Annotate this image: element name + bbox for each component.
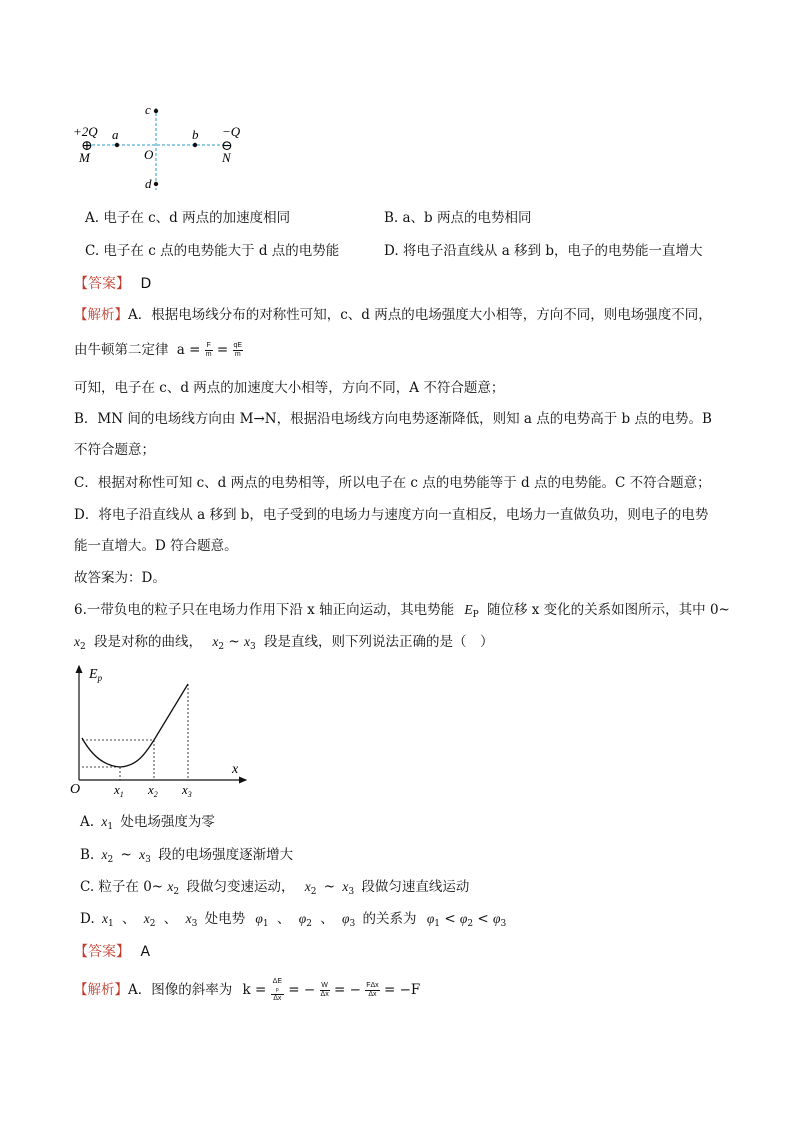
fraction-f-over-m: $\frac{F}{m}$ xyxy=(205,342,212,358)
ep-x-graph xyxy=(64,660,254,802)
tick-x1: $x_1$ xyxy=(114,782,124,799)
analysis-tag: 【解析】 xyxy=(74,307,128,323)
answer-tag: 【答案】 xyxy=(74,276,130,292)
label-c: c xyxy=(145,102,151,117)
tick-x3: $x_3$ xyxy=(182,782,192,799)
ep-curve xyxy=(82,684,188,767)
q5-analysis-d-line2: 能一直增大。D 符合题意。 xyxy=(74,538,238,554)
charge-N-symbol: ⊖ xyxy=(221,139,233,154)
label-d: d xyxy=(145,176,152,191)
charge-diagram xyxy=(70,98,260,198)
charge-N-value: −Q xyxy=(222,124,241,139)
fraction-fdx-over-dx: $\frac{\text{FΔx}}{\Delta x}$ xyxy=(366,982,379,998)
answer-value: D xyxy=(140,276,152,292)
charge-M-value: +2Q xyxy=(73,124,98,139)
q5-analysis-b-line1: B．MN 间的电场线方向由 M→N，根据沿电场线方向电势逐渐降低，则知 a 点的电势高于 b 点的电势。B xyxy=(74,411,712,427)
q6-answer xyxy=(74,941,150,961)
q5-analysis-a-line3: 可知，电子在 c、d 两点的加速度大小相等，方向不同，A 不符合题意； xyxy=(74,380,505,396)
answer-tag: 【答案】 xyxy=(74,944,130,960)
point-d xyxy=(154,182,158,186)
q5-analysis-d-line1: D．将电子沿直线从 a 移到 b，电子受到的电场力与速度方向一直相反，电场力一直做负功，则电子的电势 xyxy=(74,507,709,523)
fraction-qe-over-m: $\frac{qE}{m}$ xyxy=(233,342,243,358)
q5-answer xyxy=(74,273,151,293)
q5-option-d: D. 将电子沿直线从 a 移到 b，电子的电势能一直增大 xyxy=(384,243,703,259)
q5-conclusion: 故答案为：D。 xyxy=(74,570,166,586)
q5-analysis-a-line1: 【解析】A．根据电场线分布的对称性可知，c、d 两点的电场强度大小相等，方向不同，则电场强度不同， xyxy=(74,307,712,323)
label-M: M xyxy=(79,150,90,165)
charge-M-symbol: ⊕ xyxy=(81,139,93,154)
q6-analysis-a: 【解析】A．图像的斜率为 k = ΔE p Δx = − $\frac{W}{\Delta x}$ = − $\frac{\text{FΔx}}{\Delta x}$ = −F xyxy=(74,978,421,1002)
point-b xyxy=(193,143,197,147)
q6-option-b: B. $x_2$ ~ $x_3$ 段的电场强度逐渐增大 xyxy=(80,847,294,865)
point-c xyxy=(154,109,158,113)
q6-stem-line2: $x_2$ 段是对称的曲线， $x_2$ ~ $x_3$ 段是直线，则下列说法正确的是（ ） xyxy=(74,634,494,652)
tick-x2: $x_2$ xyxy=(148,782,158,799)
q6-option-d: D. $x_1$ 、 $x_2$ 、 $x_3$ 处电势 $\varphi_1$ 、 $\varphi_2$ 、 $\varphi_3$ 的关系为 $\varphi_1 < \varphi_2 < \varphi_3$ xyxy=(80,911,507,929)
label-N: N xyxy=(222,150,231,165)
q6-option-c: C. 粒子在 0~ $x_2$ 段做匀变速运动， $x_2$ ~ $x_3$ 段做匀速直线运动 xyxy=(80,879,470,897)
answer-value: A xyxy=(140,944,151,960)
x-axis-label: x xyxy=(232,762,239,777)
q5-option-a: A. 电子在 c、d 两点的加速度相同 xyxy=(85,210,291,226)
q6-stem-line1: 6.一带负电的粒子只在电场力作用下沿 x 轴正向运动，其电势能 $E_P$ 随位移 x 变化的关系如图所示，其中 0~ xyxy=(74,602,730,620)
y-axis-label: $E_p$ xyxy=(89,667,103,683)
q5-analysis-c: C．根据对称性可知 c、d 两点的电势相等，所以电子在 c 点的电势能等于 d 点的电势能。C 不符合题意； xyxy=(74,475,711,491)
q5-analysis-b-line2: 不符合题意； xyxy=(74,442,155,458)
q6-option-a: A. $x_1$ 处电场强度为零 xyxy=(80,814,215,832)
q5-option-b: B. a、b 两点的电势相同 xyxy=(384,210,532,226)
origin-label: O xyxy=(70,782,81,797)
label-O: O xyxy=(144,147,154,162)
q5-analysis-a-line2: 由牛顿第二定律 a = $\frac{F}{m}$ = $\frac{qE}{m}$ xyxy=(74,342,243,358)
fraction-dep-over-dx: ΔE p Δx xyxy=(272,978,282,1002)
label-a: a xyxy=(112,127,119,142)
q5-option-c: C. 电子在 c 点的电势能大于 d 点的电势能 xyxy=(85,243,340,259)
fraction-w-over-dx: $\frac{W}{\Delta x}$ xyxy=(320,982,329,998)
label-b: b xyxy=(192,127,199,142)
point-a xyxy=(115,143,119,147)
